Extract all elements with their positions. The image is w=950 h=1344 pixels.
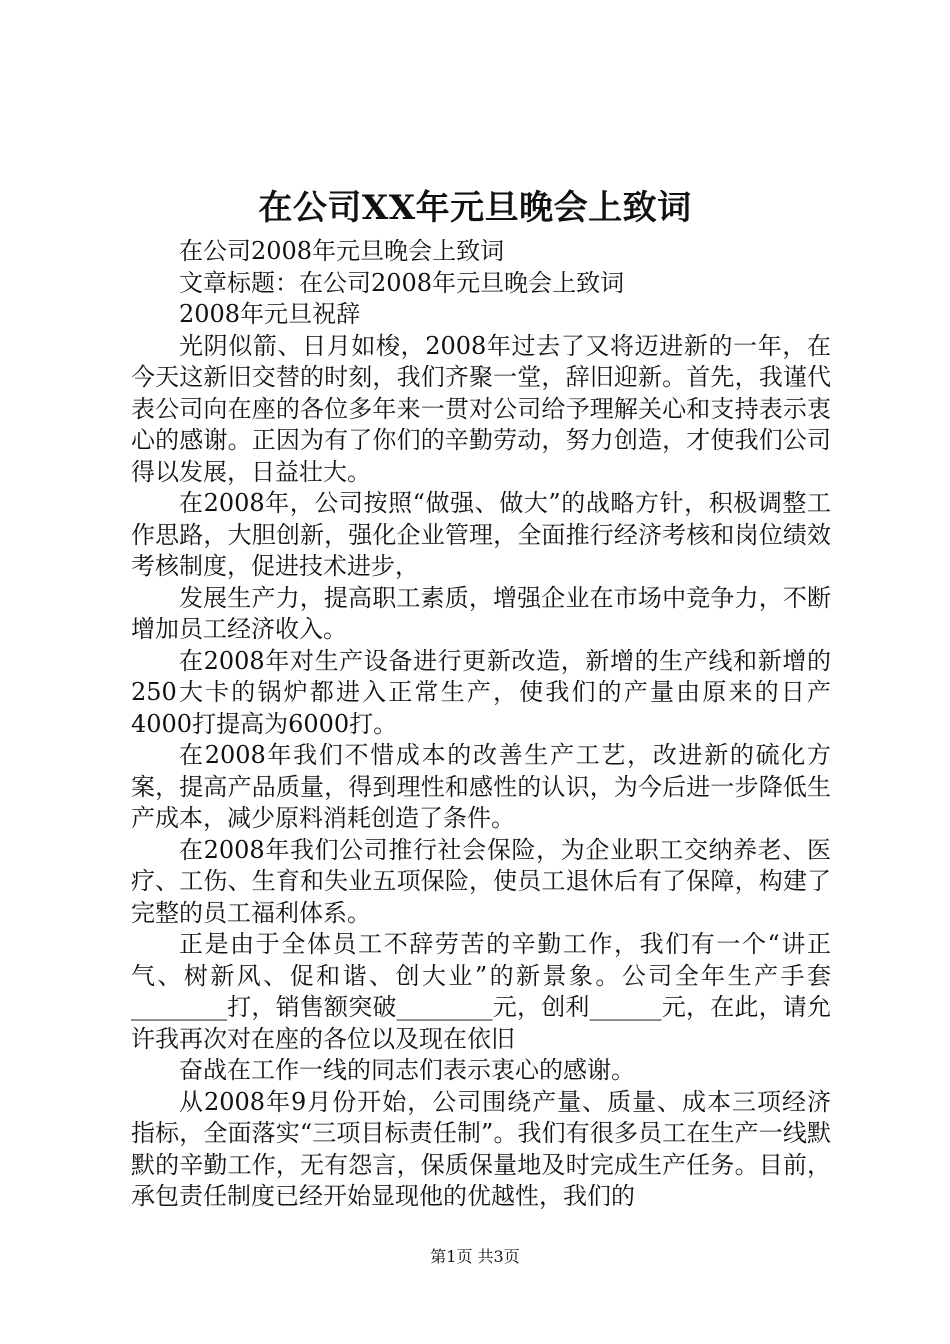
paragraph: 在2008年对生产设备进行更新改造，新增的生产线和新增的250大卡的锅炉都进入正常生产，使我们的产量由原来的日产4000打提高为6000打。 (131, 646, 831, 738)
paragraph: 正是由于全体员工不辞劳苦的辛勤工作，我们有一个“讲正气、树新风、促和谐、创大业”的新景象。公司全年生产手套________打，销售额突破________元，创利______元，在此，请允许我再次对在座的各位以及现在依旧 (131, 930, 831, 1053)
paragraph: 光阴似箭、日月如梭，2008年过去了又将迈进新的一年，在今天这新旧交替的时刻，我们齐聚一堂，辞旧迎新。首先，我谨代表公司向在座的各位多年来一贯对公司给予理解关心和支持表示衷心的感谢。正因为有了你们的辛勤劳动，努力创造，才使我们公司得以发展，日益壮大。 (131, 331, 831, 486)
paragraph: 在2008年我们不惜成本的改善生产工艺，改进新的硫化方案，提高产品质量，得到理性和感性的认识，为今后进一步降低生产成本，减少原料消耗创造了条件。 (131, 741, 831, 832)
document-title: 在公司XX年元旦晚会上致词 (258, 188, 692, 228)
paragraph: 从2008年9月份开始，公司围绕产量、质量、成本三项经济指标，全面落实“三项目标责任制”。我们有很多员工在生产一线默默的辛勤工作，无有怨言，保质保量地及时完成生产任务。目前，承包责任制度已经开始显现他的优越性，我们的 (131, 1087, 831, 1210)
paragraph: 在2008年我们公司推行社会保险，为企业职工交纳养老、医疗、工伤、生育和失业五项保险，使员工退休后有了保障，构建了完整的员工福利体系。 (131, 835, 831, 927)
page-footer: 第1页 共3页 (430, 1247, 520, 1266)
paragraph: 在2008年，公司按照“做强、做大”的战略方针，积极调整工作思路，大胆创新，强化企业管理，全面推行经济考核和岗位绩效考核制度，促进技术进步， (131, 489, 831, 580)
paragraph: 在公司2008年元旦晚会上致词 (179, 237, 505, 265)
paragraph: 发展生产力，提高职工素质，增强企业在市场中竞争力，不断增加员工经济收入。 (131, 583, 831, 643)
paragraph: 2008年元旦祝辞 (179, 300, 361, 328)
document-body (131, 236, 831, 1213)
paragraph: 文章标题：在公司2008年元旦晚会上致词 (179, 268, 625, 297)
paragraph: 奋战在工作一线的同志们表示衷心的感谢。 (179, 1056, 635, 1084)
